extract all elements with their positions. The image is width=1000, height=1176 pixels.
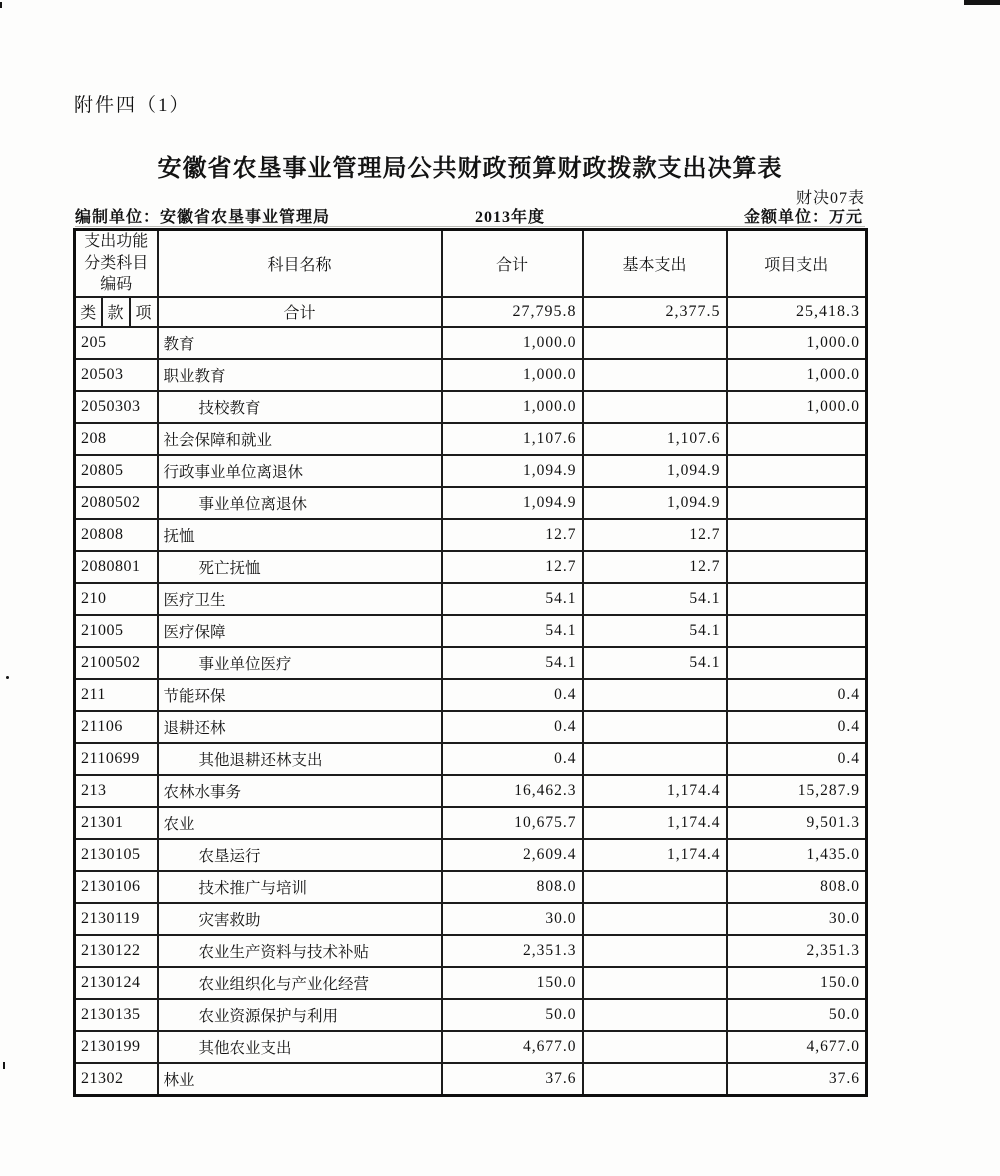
cell-project-expenditure bbox=[727, 455, 867, 487]
col-header-code-line: 支出功能 bbox=[84, 233, 149, 250]
cell-total-amount: 12.7 bbox=[442, 551, 583, 583]
cell-basic-expenditure: 54.1 bbox=[583, 615, 727, 647]
cell-total-amount: 1,000.0 bbox=[442, 391, 583, 423]
form-code: 财决07表 bbox=[795, 190, 865, 207]
cell-project-expenditure: 1,000.0 bbox=[727, 327, 867, 359]
cell-subject-name: 农林水事务 bbox=[158, 775, 442, 807]
cell-total-amount: 1,094.9 bbox=[442, 455, 583, 487]
table-row bbox=[75, 903, 867, 935]
cell-subject-name: 事业单位医疗 bbox=[158, 647, 442, 679]
scan-artifact bbox=[3, 1062, 5, 1069]
cell-total-amount: 1,107.6 bbox=[442, 423, 583, 455]
cell-total-amount: 37.6 bbox=[442, 1063, 583, 1096]
cell-project-expenditure bbox=[727, 423, 867, 455]
cell-function-code: 2130122 bbox=[75, 935, 158, 967]
cell-project-expenditure: 808.0 bbox=[727, 871, 867, 903]
cell-basic-expenditure: 1,094.9 bbox=[583, 455, 727, 487]
cell-function-code: 2130135 bbox=[75, 999, 158, 1031]
cell-subject-name: 其他农业支出 bbox=[158, 1031, 442, 1063]
col-header-total: 合计 bbox=[442, 230, 583, 297]
cell-total-amount: 1,000.0 bbox=[442, 359, 583, 391]
cell-total-amount: 10,675.7 bbox=[442, 807, 583, 839]
cell-project-expenditure: 4,677.0 bbox=[727, 1031, 867, 1063]
cell-function-code: 205 bbox=[75, 327, 158, 359]
cell-function-code: 20805 bbox=[75, 455, 158, 487]
cell-project-expenditure: 9,501.3 bbox=[727, 807, 867, 839]
cell-basic-expenditure: 12.7 bbox=[583, 551, 727, 583]
col-header-basic-expenditure: 基本支出 bbox=[583, 230, 727, 297]
grand-total-row bbox=[75, 297, 867, 327]
grand-total-amount: 27,795.8 bbox=[442, 297, 583, 327]
cell-total-amount: 1,094.9 bbox=[442, 487, 583, 519]
cell-subject-name: 事业单位离退休 bbox=[158, 487, 442, 519]
cell-function-code: 213 bbox=[75, 775, 158, 807]
scan-artifact bbox=[964, 0, 1000, 5]
cell-project-expenditure bbox=[727, 487, 867, 519]
cell-basic-expenditure bbox=[583, 391, 727, 423]
cell-subject-name: 退耕还林 bbox=[158, 711, 442, 743]
table-row bbox=[75, 455, 867, 487]
table-header-row bbox=[75, 230, 867, 297]
expenditure-table bbox=[73, 228, 868, 1097]
cell-project-expenditure bbox=[727, 615, 867, 647]
cell-subject-name: 灾害救助 bbox=[158, 903, 442, 935]
cell-subject-name: 技校教育 bbox=[158, 391, 442, 423]
grand-total-project: 25,418.3 bbox=[727, 297, 867, 327]
table-row bbox=[75, 647, 867, 679]
table-row bbox=[75, 487, 867, 519]
col-header-subject-name: 科目名称 bbox=[158, 230, 442, 297]
cell-total-amount: 54.1 bbox=[442, 615, 583, 647]
table-row bbox=[75, 327, 867, 359]
cell-total-amount: 2,609.4 bbox=[442, 839, 583, 871]
table-row bbox=[75, 711, 867, 743]
cell-function-code: 2100502 bbox=[75, 647, 158, 679]
cell-basic-expenditure bbox=[583, 967, 727, 999]
cell-project-expenditure: 15,287.9 bbox=[727, 775, 867, 807]
table-row bbox=[75, 615, 867, 647]
cell-total-amount: 16,462.3 bbox=[442, 775, 583, 807]
cell-subject-name: 其他退耕还林支出 bbox=[158, 743, 442, 775]
cell-subject-name: 农业 bbox=[158, 807, 442, 839]
table-row bbox=[75, 807, 867, 839]
cell-basic-expenditure: 54.1 bbox=[583, 647, 727, 679]
cell-function-code: 20503 bbox=[75, 359, 158, 391]
grand-total-label: 合计 bbox=[158, 297, 442, 327]
cell-basic-expenditure: 1,094.9 bbox=[583, 487, 727, 519]
cell-function-code: 2130124 bbox=[75, 967, 158, 999]
sub-header-section: 款 bbox=[102, 297, 130, 327]
cell-total-amount: 54.1 bbox=[442, 583, 583, 615]
cell-total-amount: 1,000.0 bbox=[442, 327, 583, 359]
table-row bbox=[75, 871, 867, 903]
cell-function-code: 21302 bbox=[75, 1063, 158, 1096]
cell-subject-name: 教育 bbox=[158, 327, 442, 359]
cell-basic-expenditure: 1,174.4 bbox=[583, 807, 727, 839]
table-body bbox=[75, 327, 867, 1096]
cell-basic-expenditure bbox=[583, 935, 727, 967]
cell-basic-expenditure: 12.7 bbox=[583, 519, 727, 551]
table-row bbox=[75, 423, 867, 455]
cell-subject-name: 农业生产资料与技术补贴 bbox=[158, 935, 442, 967]
cell-project-expenditure: 0.4 bbox=[727, 711, 867, 743]
cell-subject-name: 农垦运行 bbox=[158, 839, 442, 871]
col-header-code bbox=[75, 230, 158, 297]
sub-header-class: 类 bbox=[75, 297, 102, 327]
cell-basic-expenditure bbox=[583, 679, 727, 711]
cell-function-code: 208 bbox=[75, 423, 158, 455]
cell-total-amount: 150.0 bbox=[442, 967, 583, 999]
cell-function-code: 2080502 bbox=[75, 487, 158, 519]
cell-subject-name: 死亡抚恤 bbox=[158, 551, 442, 583]
cell-project-expenditure: 2,351.3 bbox=[727, 935, 867, 967]
cell-subject-name: 职业教育 bbox=[158, 359, 442, 391]
cell-basic-expenditure bbox=[583, 359, 727, 391]
cell-total-amount: 2,351.3 bbox=[442, 935, 583, 967]
cell-total-amount: 54.1 bbox=[442, 647, 583, 679]
table-row bbox=[75, 775, 867, 807]
cell-total-amount: 50.0 bbox=[442, 999, 583, 1031]
cell-project-expenditure: 150.0 bbox=[727, 967, 867, 999]
cell-basic-expenditure bbox=[583, 327, 727, 359]
cell-total-amount: 0.4 bbox=[442, 679, 583, 711]
table-row bbox=[75, 935, 867, 967]
cell-function-code: 2130119 bbox=[75, 903, 158, 935]
cell-basic-expenditure bbox=[583, 903, 727, 935]
table-row bbox=[75, 839, 867, 871]
cell-basic-expenditure bbox=[583, 999, 727, 1031]
table-row bbox=[75, 551, 867, 583]
cell-basic-expenditure bbox=[583, 1063, 727, 1096]
cell-project-expenditure: 0.4 bbox=[727, 743, 867, 775]
cell-basic-expenditure bbox=[583, 743, 727, 775]
cell-basic-expenditure: 1,174.4 bbox=[583, 839, 727, 871]
cell-function-code: 21301 bbox=[75, 807, 158, 839]
table-row bbox=[75, 583, 867, 615]
cell-subject-name: 技术推广与培训 bbox=[158, 871, 442, 903]
col-header-code-line: 编码 bbox=[100, 276, 133, 294]
col-header-code-line: 分类科目 bbox=[84, 254, 149, 272]
cell-basic-expenditure bbox=[583, 1031, 727, 1063]
cell-function-code: 2080801 bbox=[75, 551, 158, 583]
cell-subject-name: 抚恤 bbox=[158, 519, 442, 551]
col-header-project-expenditure: 项目支出 bbox=[727, 230, 867, 297]
cell-function-code: 210 bbox=[75, 583, 158, 615]
cell-subject-name: 医疗卫生 bbox=[158, 583, 442, 615]
cell-total-amount: 30.0 bbox=[442, 903, 583, 935]
cell-function-code: 211 bbox=[75, 679, 158, 711]
table-row bbox=[75, 999, 867, 1031]
cell-project-expenditure bbox=[727, 647, 867, 679]
cell-total-amount: 0.4 bbox=[442, 711, 583, 743]
cell-function-code: 21005 bbox=[75, 615, 158, 647]
cell-subject-name: 行政事业单位离退休 bbox=[158, 455, 442, 487]
table-row bbox=[75, 391, 867, 423]
cell-total-amount: 0.4 bbox=[442, 743, 583, 775]
scan-artifact bbox=[6, 676, 9, 679]
cell-function-code: 21106 bbox=[75, 711, 158, 743]
table-row bbox=[75, 359, 867, 391]
prepared-by: 编制单位：安徽省农垦事业管理局 bbox=[75, 209, 331, 226]
table-row bbox=[75, 967, 867, 999]
cell-project-expenditure: 1,000.0 bbox=[727, 359, 867, 391]
cell-project-expenditure: 1,000.0 bbox=[727, 391, 867, 423]
cell-basic-expenditure bbox=[583, 871, 727, 903]
table-row bbox=[75, 1063, 867, 1096]
table-row bbox=[75, 679, 867, 711]
cell-project-expenditure bbox=[727, 551, 867, 583]
amount-unit: 金额单位：万元 bbox=[743, 209, 863, 226]
scan-artifact bbox=[0, 2, 2, 8]
cell-function-code: 2130105 bbox=[75, 839, 158, 871]
cell-project-expenditure: 37.6 bbox=[727, 1063, 867, 1096]
table-row bbox=[75, 1031, 867, 1063]
table-row bbox=[75, 743, 867, 775]
cell-subject-name: 医疗保障 bbox=[158, 615, 442, 647]
cell-project-expenditure: 1,435.0 bbox=[727, 839, 867, 871]
cell-project-expenditure: 30.0 bbox=[727, 903, 867, 935]
cell-subject-name: 农业资源保护与利用 bbox=[158, 999, 442, 1031]
table-row bbox=[75, 519, 867, 551]
cell-project-expenditure bbox=[727, 583, 867, 615]
cell-function-code: 20808 bbox=[75, 519, 158, 551]
cell-function-code: 2130106 bbox=[75, 871, 158, 903]
page-title: 安徽省农垦事业管理局公共财政预算财政拨款支出决算表 bbox=[157, 156, 783, 182]
cell-basic-expenditure: 54.1 bbox=[583, 583, 727, 615]
cell-subject-name: 林业 bbox=[158, 1063, 442, 1096]
cell-total-amount: 4,677.0 bbox=[442, 1031, 583, 1063]
cell-total-amount: 808.0 bbox=[442, 871, 583, 903]
cell-function-code: 2110699 bbox=[75, 743, 158, 775]
fiscal-year: 2013年度 bbox=[475, 209, 546, 226]
cell-project-expenditure bbox=[727, 519, 867, 551]
cell-basic-expenditure: 1,174.4 bbox=[583, 775, 727, 807]
cell-function-code: 2050303 bbox=[75, 391, 158, 423]
cell-basic-expenditure: 1,107.6 bbox=[583, 423, 727, 455]
cell-project-expenditure: 50.0 bbox=[727, 999, 867, 1031]
cell-subject-name: 节能环保 bbox=[158, 679, 442, 711]
info-line bbox=[75, 204, 865, 227]
attachment-label: 附件四（1） bbox=[74, 95, 191, 116]
sub-header-item: 项 bbox=[130, 297, 158, 327]
cell-project-expenditure: 0.4 bbox=[727, 679, 867, 711]
cell-subject-name: 社会保障和就业 bbox=[158, 423, 442, 455]
cell-basic-expenditure bbox=[583, 711, 727, 743]
cell-total-amount: 12.7 bbox=[442, 519, 583, 551]
cell-subject-name: 农业组织化与产业化经营 bbox=[158, 967, 442, 999]
grand-total-basic: 2,377.5 bbox=[583, 297, 727, 327]
cell-function-code: 2130199 bbox=[75, 1031, 158, 1063]
